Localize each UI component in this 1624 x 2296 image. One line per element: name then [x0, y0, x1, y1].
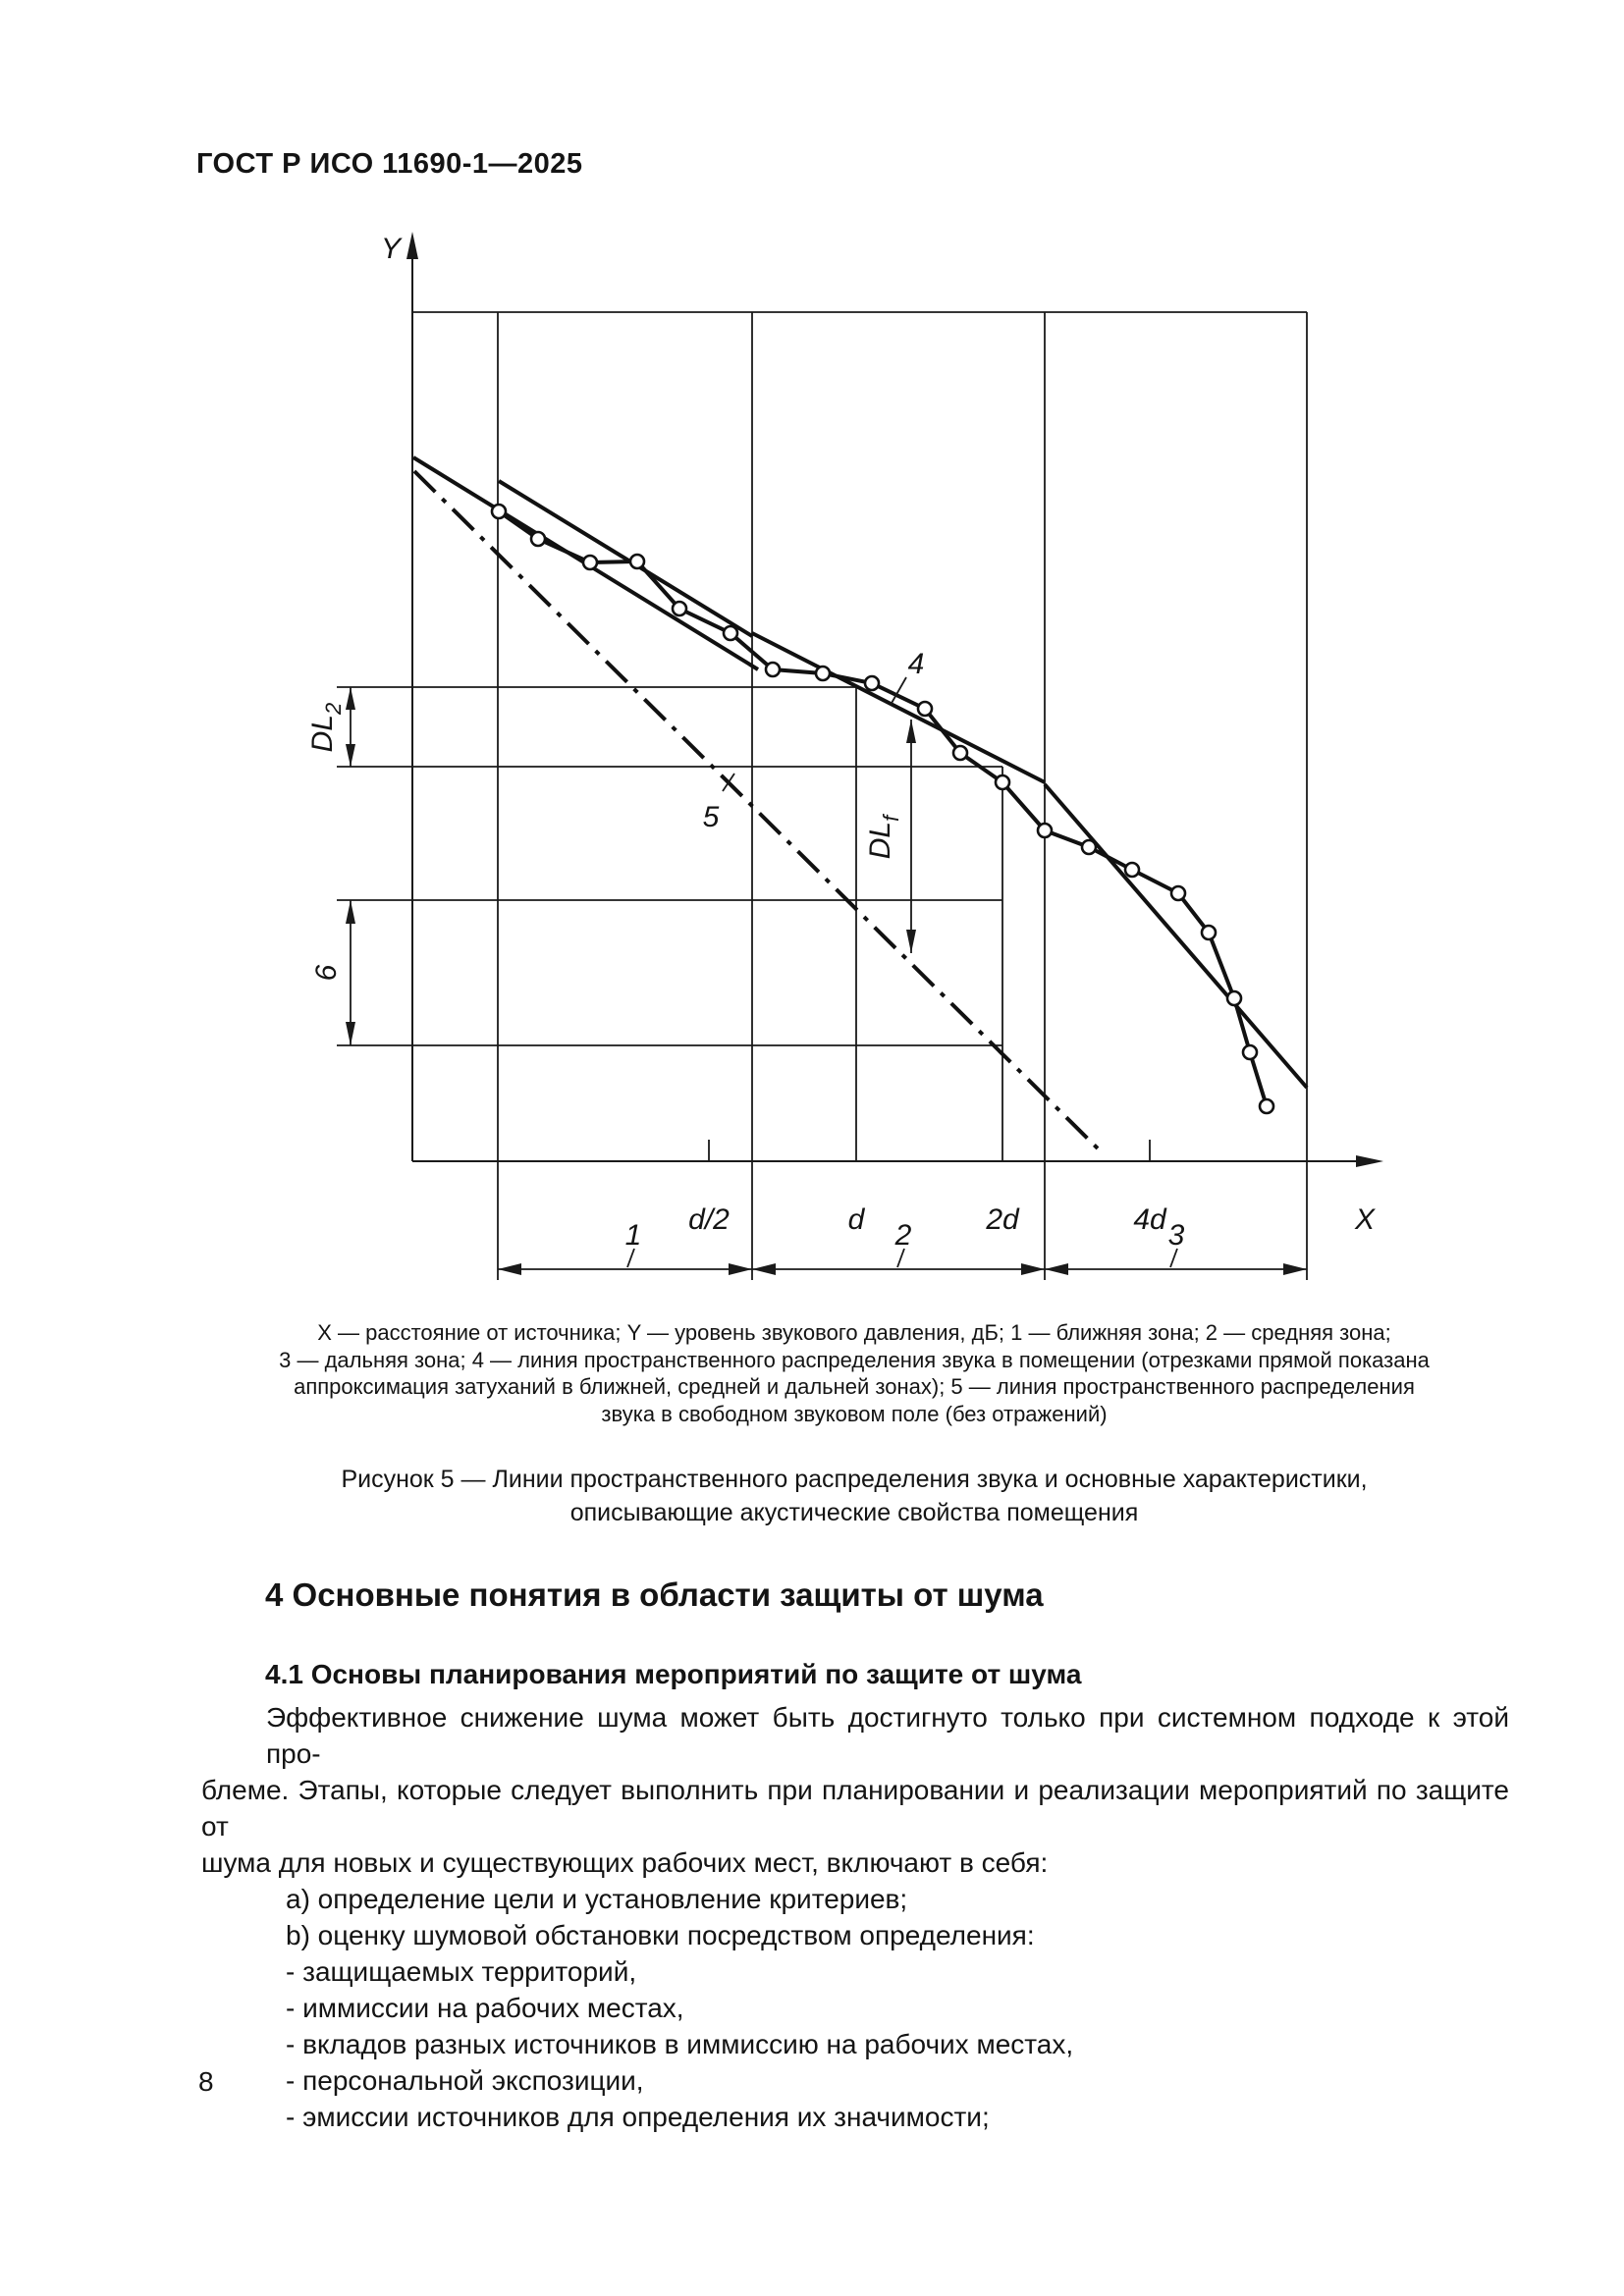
plot-grid	[337, 312, 1307, 1280]
axes	[406, 232, 1383, 1167]
zone-dimensions	[498, 1249, 1307, 1275]
list-item: - иммиссии на рабочих местах,	[286, 1993, 684, 2023]
caption-line: 3 — дальняя зона; 4 — линия пространственного распределения звука в помещении (отрезками прямой показана	[279, 1347, 1430, 1372]
free-field-label-5: 5	[702, 801, 720, 833]
caption-line: X — расстояние от источника; Y — уровень звукового давления, дБ; 1 — ближняя зона; 2 — средняя зона;	[317, 1320, 1391, 1345]
dimension-dl2	[346, 687, 355, 767]
figure-caption	[201, 1319, 1507, 1427]
paragraph-line: Эффективное снижение шума может быть достигнуто только при системном подходе к этой про-	[266, 1702, 1509, 1769]
figure-title-line: описывающие акустические свойства помещения	[569, 1499, 1139, 1526]
dl2-label: $DL_2$	[306, 702, 346, 753]
tick-label-d2: d/2	[688, 1203, 730, 1236]
list-item: - вкладов разных источников в иммиссию на рабочих местах,	[286, 2029, 1074, 2059]
y-axis-arrow-icon	[406, 232, 418, 259]
list-item: a) определение цели и установление критериев;	[286, 1884, 908, 1914]
dlf-label: $DL_f$	[864, 815, 903, 860]
x-axis-arrow-icon	[1356, 1155, 1383, 1167]
document-header: ГОСТ Р ИСО 11690-1—2025	[196, 148, 583, 180]
dimension-6db	[346, 900, 355, 1045]
subsection-heading: 4.1 Основы планирования мероприятий по защите от шума	[265, 1659, 1082, 1689]
tick-label-4d: 4d	[1133, 1203, 1166, 1236]
x-axis-label: X	[1354, 1203, 1376, 1236]
figure-canvas	[177, 147, 1434, 1296]
tick-label-d: d	[847, 1203, 865, 1236]
tick-label-2d: 2d	[986, 1203, 1019, 1236]
caption-line: звука в свободном звуковом поле (без отражений)	[601, 1401, 1108, 1426]
label-leaders	[723, 677, 906, 791]
figure-5	[177, 147, 1434, 1296]
curve-label-4: 4	[907, 648, 925, 680]
zone-label-2: 2	[894, 1219, 912, 1252]
zone-label-1: 1	[624, 1219, 642, 1252]
six-db-label: 6	[310, 964, 343, 982]
figure-title-line: Рисунок 5 — Линии пространственного распределения звука и основные характеристики,	[341, 1466, 1368, 1493]
paragraph-line: шума для новых и существующих рабочих мест, включают в себя:	[201, 1847, 1049, 1878]
section-heading: 4 Основные понятия в области защиты от шума	[265, 1576, 1044, 1613]
y-axis-label: Y	[380, 233, 401, 265]
dimension-dlf	[906, 720, 916, 953]
list-item: - защищаемых территорий,	[286, 1956, 637, 1987]
caption-line: аппроксимация затуханий в ближней, средней и дальней зонах); 5 — линия пространственного распределения	[294, 1374, 1415, 1399]
list-item: - эмиссии источников для определения их значимости;	[286, 2102, 990, 2132]
body-text	[201, 1699, 1509, 2135]
paragraph-line: блеме. Этапы, которые следует выполнить при планировании и реализации мероприятий по защите от	[201, 1775, 1509, 1842]
list-item: b) оценку шумовой обстановки посредством определения:	[286, 1920, 1035, 1950]
list-item: - персональной экспозиции,	[286, 2065, 644, 2096]
figure-title	[201, 1463, 1507, 1529]
zone-label-3: 3	[1167, 1219, 1185, 1252]
page-number: 8	[198, 2066, 214, 2097]
